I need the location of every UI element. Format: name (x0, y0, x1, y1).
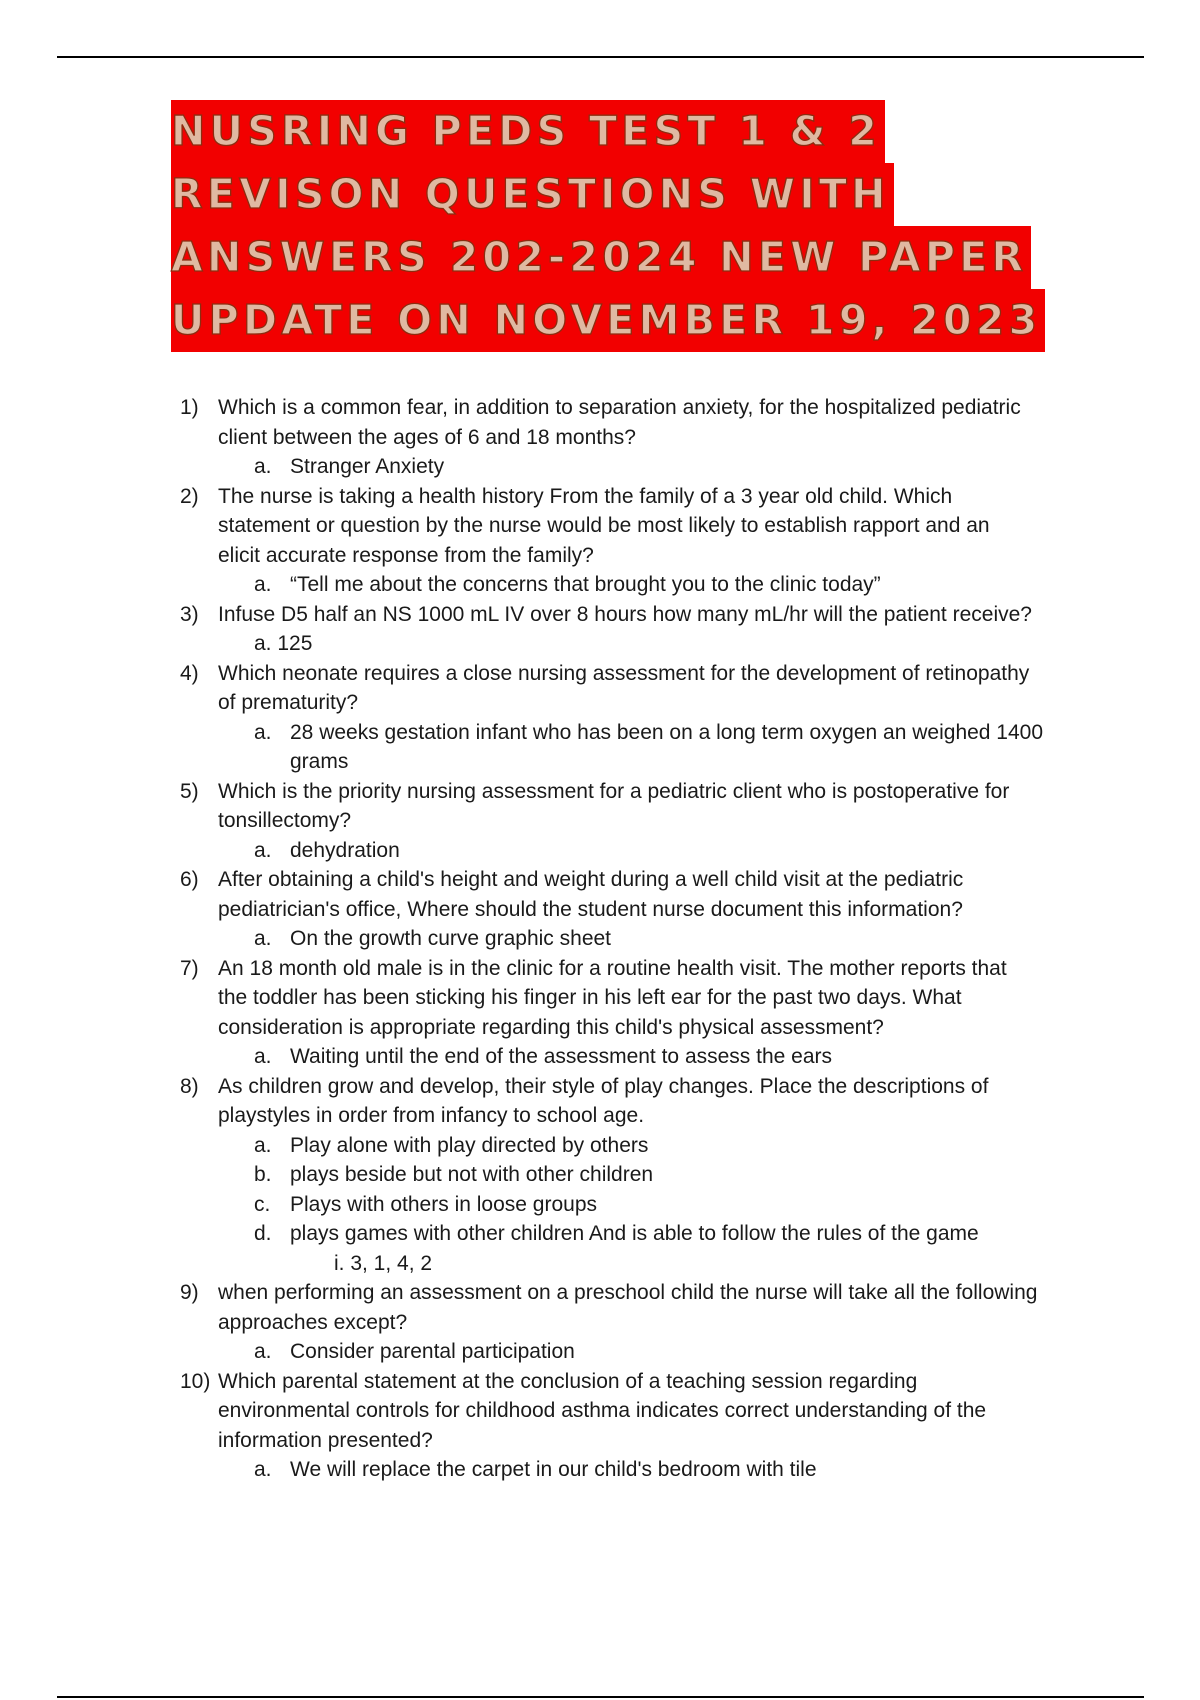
question-text: when performing an assessment on a preschool child the nurse will take all the following (218, 1281, 1038, 1304)
question-item (0, 600, 1200, 659)
question-line (0, 688, 1200, 718)
question-number: 1) (180, 396, 199, 419)
question-line (0, 1278, 1200, 1308)
question-item (0, 1072, 1200, 1279)
answer-text: dehydration (290, 838, 400, 862)
question-number: 5) (180, 779, 199, 803)
question-line (0, 659, 1200, 689)
question-text: An 18 month old male is in the clinic for a routine health visit. The mother reports that (218, 956, 1007, 980)
answer-text: a. 125 (254, 632, 313, 655)
question-line (0, 895, 1200, 925)
answer-letter: a. (254, 1133, 272, 1157)
question-line (0, 393, 1200, 423)
document-title (171, 100, 1045, 352)
question-line (0, 482, 1200, 512)
bottom-rule (57, 1696, 1144, 1698)
answer-letter: a. (254, 1458, 272, 1481)
answer-line (0, 452, 1200, 482)
answer-line (0, 718, 1200, 748)
answer-text: On the growth curve graphic sheet (290, 927, 612, 950)
answer-line (0, 570, 1200, 600)
question-line (0, 1367, 1200, 1397)
answer-line (0, 1042, 1200, 1072)
answer-line (0, 1160, 1200, 1190)
question-number: 9) (180, 1281, 199, 1304)
question-item (0, 1367, 1200, 1485)
question-text: Infuse D5 half an NS 1000 mL IV over 8 hours how many mL/hr will the patient receive? (218, 602, 1032, 626)
question-item (0, 865, 1200, 954)
answer-letter: a. (254, 927, 272, 950)
question-item (0, 1278, 1200, 1367)
question-number: 8) (180, 1074, 199, 1098)
question-item (0, 659, 1200, 777)
question-line (0, 983, 1200, 1013)
answer-line (0, 1190, 1200, 1220)
answer-line (0, 1337, 1200, 1367)
question-list (0, 393, 1200, 1485)
question-line (0, 865, 1200, 895)
question-line (0, 1396, 1200, 1426)
question-text: The nurse is taking a health history From the family of a 3 year old child. Which (218, 484, 953, 508)
question-line (0, 541, 1200, 571)
answer-text: grams (290, 750, 349, 773)
question-item (0, 482, 1200, 600)
answer-text: We will replace the carpet in our child's bedroom with tile (290, 1458, 817, 1481)
title-line: UPDATE ON NOVEMBER 19, 2023 (171, 289, 1045, 352)
question-line (0, 423, 1200, 453)
question-number: 2) (180, 484, 199, 508)
top-rule (57, 56, 1144, 58)
question-number: 4) (180, 661, 199, 685)
answer-letter: a. (254, 573, 272, 596)
question-text: statement or question by the nurse would be most likely to establish rapport and an (218, 514, 990, 537)
answer-letter: d. (254, 1222, 272, 1245)
answer-text: Play alone with play directed by others (290, 1133, 649, 1157)
question-line (0, 1072, 1200, 1102)
answer-line (0, 629, 1200, 659)
question-line (0, 1308, 1200, 1338)
answer-letter: c. (254, 1192, 271, 1216)
question-line (0, 806, 1200, 836)
question-item (0, 393, 1200, 482)
sub-answer-text: i. 3, 1, 4, 2 (334, 1251, 433, 1275)
title-line: NUSRING PEDS TEST 1 & 2 (171, 100, 885, 163)
answer-line (0, 924, 1200, 954)
question-text: information presented? (218, 1428, 433, 1452)
answer-line (0, 1131, 1200, 1161)
answer-text: 28 weeks gestation infant who has been on a long term oxygen an weighed 1400 (290, 720, 1044, 744)
question-number: 10) (180, 1369, 211, 1393)
question-line (0, 1426, 1200, 1456)
question-line (0, 954, 1200, 984)
answer-letter: a. (254, 455, 272, 478)
question-line (0, 1101, 1200, 1131)
question-text: approaches except? (218, 1310, 408, 1334)
title-line: REVISON QUESTIONS WITH (171, 163, 894, 226)
question-text: Which neonate requires a close nursing assessment for the development of retinopathy (218, 661, 1030, 685)
question-number: 7) (180, 956, 199, 980)
answer-text: Stranger Anxiety (290, 455, 445, 478)
question-text: After obtaining a child's height and weight during a well child visit at the pediatric (218, 868, 964, 891)
question-text: Which parental statement at the conclusion of a teaching session regarding (218, 1369, 918, 1393)
answer-text: plays beside but not with other children (290, 1163, 654, 1186)
question-text: the toddler has been sticking his finger in his left ear for the past two days. What (218, 986, 962, 1009)
question-text: of prematurity? (218, 691, 359, 714)
answer-letter: b. (254, 1163, 272, 1186)
question-text: Which is a common fear, in addition to separation anxiety, for the hospitalized pediatric (218, 396, 1021, 419)
question-item (0, 777, 1200, 866)
answer-line (0, 747, 1200, 777)
question-line (0, 511, 1200, 541)
answer-letter: a. (254, 1340, 272, 1363)
answer-line (0, 836, 1200, 866)
answer-text: Waiting until the end of the assessment to assess the ears (290, 1045, 833, 1068)
question-line (0, 777, 1200, 807)
question-line (0, 1013, 1200, 1043)
question-text: consideration is appropriate regarding this child's physical assessment? (218, 1015, 884, 1039)
answer-text: Plays with others in loose groups (290, 1192, 597, 1216)
question-text: Which is the priority nursing assessment for a pediatric client who is postoperative for (218, 779, 1010, 803)
question-text: elicit accurate response from the family? (218, 543, 594, 567)
question-number: 3) (180, 602, 199, 626)
answer-letter: a. (254, 1045, 272, 1068)
answer-letter: a. (254, 720, 272, 744)
question-text: tonsillectomy? (218, 809, 352, 832)
question-text: client between the ages of 6 and 18 months? (218, 425, 636, 449)
answer-line (0, 1455, 1200, 1485)
question-item (0, 954, 1200, 1072)
answer-line (0, 1219, 1200, 1249)
title-line: ANSWERS 202-2024 NEW PAPER (171, 226, 1031, 289)
answer-text: Consider parental participation (290, 1340, 575, 1363)
question-text: pediatrician's office, Where should the student nurse document this information? (218, 897, 963, 921)
answer-text: “Tell me about the concerns that brought you to the clinic today” (290, 573, 881, 596)
question-text: environmental controls for childhood asthma indicates correct understanding of the (218, 1399, 987, 1422)
answer-letter: a. (254, 838, 272, 862)
question-number: 6) (180, 868, 199, 891)
answer-text: plays games with other children And is able to follow the rules of the game (290, 1222, 979, 1245)
question-line (0, 600, 1200, 630)
sub-answer-line (0, 1249, 1200, 1279)
question-text: As children grow and develop, their style of play changes. Place the descriptions of (218, 1074, 989, 1098)
question-text: playstyles in order from infancy to school age. (218, 1104, 645, 1127)
